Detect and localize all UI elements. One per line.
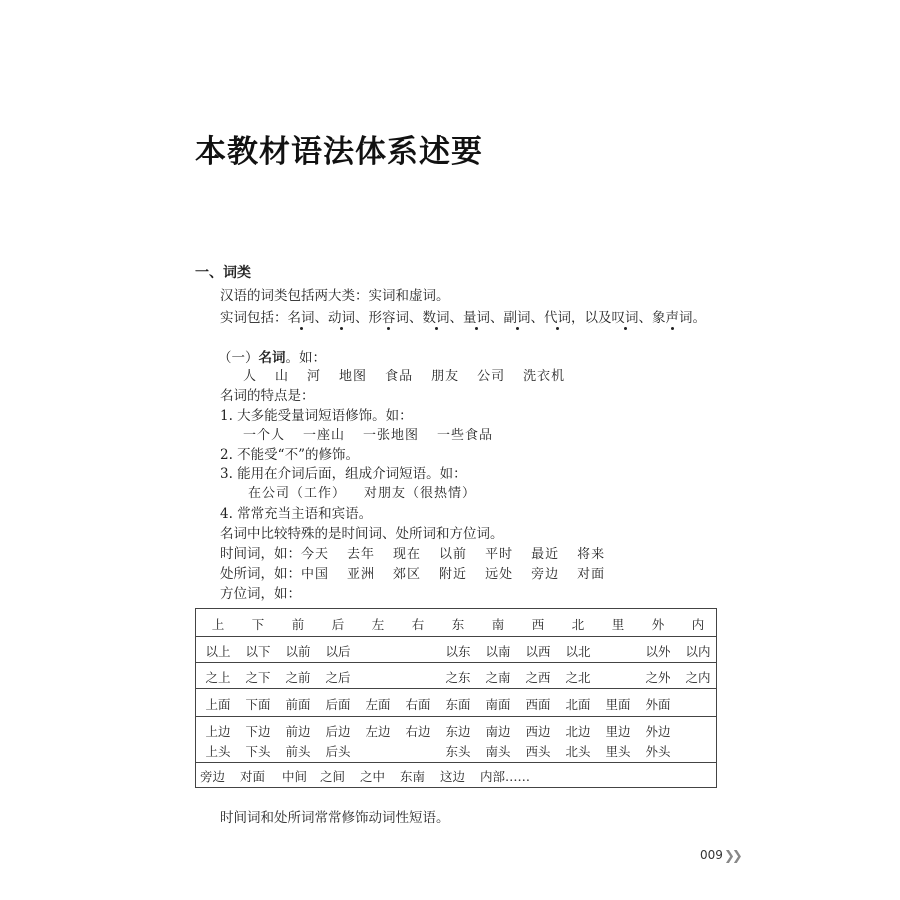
table-row — [196, 609, 716, 637]
table-cell: 上边 — [205, 724, 231, 739]
table-cell: 东 — [451, 617, 465, 632]
table-cell: 上 — [211, 617, 225, 632]
noun-example: 河 — [307, 369, 322, 384]
term-verb: 动词 — [328, 310, 355, 326]
table-cell: 以南 — [485, 644, 511, 659]
term-onomatopoeia: 象声词 — [652, 310, 693, 326]
table-cell: 后头 — [325, 744, 351, 759]
place-word: 附近 — [439, 567, 468, 582]
table-cell: 下面 — [245, 697, 271, 712]
double-chevron-right-icon: ❯❯ — [724, 849, 740, 864]
table-cell: 后面 — [325, 697, 351, 712]
section-heading: 一、词类 — [195, 265, 251, 281]
place-word: 亚洲 — [347, 567, 376, 582]
table-cell: 东南 — [400, 769, 426, 784]
place-word: 郊区 — [393, 567, 422, 582]
table-row — [196, 689, 716, 717]
noun-heading-text: 名词 — [258, 350, 286, 366]
place-word: 旁边 — [531, 567, 560, 582]
table-cell: 对面 — [240, 769, 266, 784]
table-cell: 南边 — [485, 724, 511, 739]
noun-heading — [218, 346, 326, 366]
example: 一个人 — [243, 428, 286, 443]
noun-example: 公司 — [477, 369, 506, 384]
place-label: 处所词，如： — [220, 566, 301, 582]
table-cell: 右 — [411, 617, 425, 632]
locative-label: 方位词，如： — [220, 586, 301, 602]
term-adverb: 副词 — [503, 310, 531, 326]
time-word: 最近 — [531, 547, 560, 562]
example: 在公司（工作） — [248, 486, 347, 501]
table-cell: 前 — [291, 617, 305, 632]
noun-heading-suffix: 。如： — [285, 350, 326, 366]
table-cell: 北头 — [565, 744, 591, 759]
feature-1: 1. 大多能受量词短语修饰。如： — [220, 408, 413, 424]
table-cell: 后边 — [325, 724, 351, 739]
table-cell: 之中 — [360, 769, 386, 784]
table-cell: 西 — [531, 617, 545, 632]
features-title: 名词的特点是： — [220, 388, 315, 404]
term-noun: 名词 — [287, 310, 315, 326]
table-cell: 之下 — [245, 670, 271, 685]
table-cell: 以东 — [445, 644, 471, 659]
table-cell: 外头 — [645, 744, 671, 759]
table-cell: 北面 — [565, 697, 591, 712]
table-cell: 中间 — [282, 769, 308, 784]
table-cell: 南头 — [485, 744, 511, 759]
content-words-prefix: 实词包括： — [220, 310, 288, 326]
noun-example: 地图 — [339, 369, 368, 384]
table-cell: 以北 — [565, 644, 591, 659]
noun-example: 食品 — [385, 369, 414, 384]
table-cell: 下 — [251, 617, 265, 632]
closing-text: 时间词和处所词常常修饰动词性短语。 — [220, 810, 450, 826]
place-word: 中国 — [301, 567, 330, 582]
table-cell: 之西 — [525, 670, 551, 685]
table-row — [196, 717, 716, 763]
table-cell: 外面 — [645, 697, 671, 712]
table-cell: 以后 — [325, 644, 351, 659]
place-words-line — [220, 562, 605, 582]
table-cell: 以西 — [525, 644, 551, 659]
time-label: 时间词，如： — [220, 546, 301, 562]
table-cell: 下头 — [245, 744, 271, 759]
place-word: 远处 — [485, 567, 514, 582]
table-cell: 下边 — [245, 724, 271, 739]
table-cell: 后 — [331, 617, 345, 632]
table-cell: 之东 — [445, 670, 471, 685]
time-word: 将来 — [577, 547, 606, 562]
place-word: 对面 — [577, 567, 606, 582]
example: 对朋友（很热情） — [364, 486, 477, 501]
table-cell: 东面 — [445, 697, 471, 712]
time-word: 去年 — [347, 547, 376, 562]
term-adjective: 形容词 — [368, 310, 409, 326]
table-cell: 之北 — [565, 670, 591, 685]
table-cell: 南面 — [485, 697, 511, 712]
table-cell: 之后 — [325, 670, 351, 685]
term-interjection: 叹词 — [611, 310, 639, 326]
table-cell: 之间 — [320, 769, 346, 784]
table-cell: 外 — [651, 617, 665, 632]
table-cell: 西头 — [525, 744, 551, 759]
table-cell: 上头 — [205, 744, 231, 759]
table-cell: 西面 — [525, 697, 551, 712]
table-cell: 北边 — [565, 724, 591, 739]
table-cell: 里 — [611, 617, 625, 632]
table-cell: 内部…… — [480, 769, 531, 784]
table-cell: 外边 — [645, 724, 671, 739]
page-number: 009 — [700, 848, 723, 862]
table-cell: 之前 — [285, 670, 311, 685]
table-cell: 之南 — [485, 670, 511, 685]
table-cell: 东头 — [445, 744, 471, 759]
table-cell: 左面 — [365, 697, 391, 712]
table-cell: 内 — [691, 617, 705, 632]
time-word: 今天 — [301, 547, 330, 562]
noun-example: 山 — [275, 369, 290, 384]
table-row — [196, 763, 716, 787]
time-words-line — [220, 542, 605, 562]
content-words-list: 名词、动词、形容词、数词、量词、副词、代词，以及叹词、象声词。 — [287, 310, 706, 326]
noun-examples — [243, 365, 565, 384]
term-measure: 量词 — [463, 310, 490, 326]
table-cell: 西边 — [525, 724, 551, 739]
example: 一座山 — [303, 428, 346, 443]
table-cell: 北 — [571, 617, 585, 632]
table-cell: 以下 — [245, 644, 271, 659]
table-cell: 以内 — [685, 644, 711, 659]
table-cell: 前面 — [285, 697, 311, 712]
noun-example: 朋友 — [431, 369, 460, 384]
table-cell: 以前 — [285, 644, 311, 659]
intro-text: 汉语的词类包括两大类：实词和虚词。 — [220, 288, 450, 304]
table-row — [196, 637, 716, 663]
table-cell: 里边 — [605, 724, 631, 739]
time-word: 平时 — [485, 547, 514, 562]
table-cell: 以上 — [205, 644, 231, 659]
page-title: 本教材语法体系述要 — [195, 134, 483, 170]
feature-3: 3. 能用在介词后面，组成介词短语。如： — [220, 466, 467, 482]
table-cell: 以外 — [645, 644, 671, 659]
content-words-line — [220, 306, 706, 326]
table-cell: 前边 — [285, 724, 311, 739]
time-word: 以前 — [439, 547, 468, 562]
table-cell: 南 — [491, 617, 505, 632]
noun-example: 人 — [243, 369, 258, 384]
table-cell: 东边 — [445, 724, 471, 739]
table-cell: 右面 — [405, 697, 431, 712]
table-cell: 之外 — [645, 670, 671, 685]
table-cell: 左边 — [365, 724, 391, 739]
table-row — [196, 663, 716, 689]
table-cell: 前头 — [285, 744, 311, 759]
noun-example: 洗衣机 — [523, 369, 566, 384]
example: 一些食品 — [437, 428, 494, 443]
table-cell: 右边 — [405, 724, 431, 739]
locative-table — [195, 608, 717, 788]
term-pronoun: 代词 — [544, 310, 571, 326]
table-cell: 左 — [371, 617, 385, 632]
noun-heading-num: （一） — [218, 350, 259, 366]
table-cell: 里头 — [605, 744, 631, 759]
feature-2: 2. 不能受“不”的修饰。 — [220, 447, 359, 463]
feature-4: 4. 常常充当主语和宾语。 — [220, 506, 373, 522]
table-cell: 里面 — [605, 697, 631, 712]
table-cell: 旁边 — [200, 769, 226, 784]
table-cell: 上面 — [205, 697, 231, 712]
example: 一张地图 — [363, 428, 420, 443]
term-numeral: 数词 — [422, 310, 450, 326]
table-cell: 之上 — [205, 670, 231, 685]
feature-1-examples — [243, 424, 493, 443]
time-word: 现在 — [393, 547, 422, 562]
table-cell: 这边 — [440, 769, 466, 784]
feature-3-examples — [248, 482, 476, 501]
table-cell: 之内 — [685, 670, 711, 685]
special-nouns: 名词中比较特殊的是时间词、处所词和方位词。 — [220, 526, 504, 542]
